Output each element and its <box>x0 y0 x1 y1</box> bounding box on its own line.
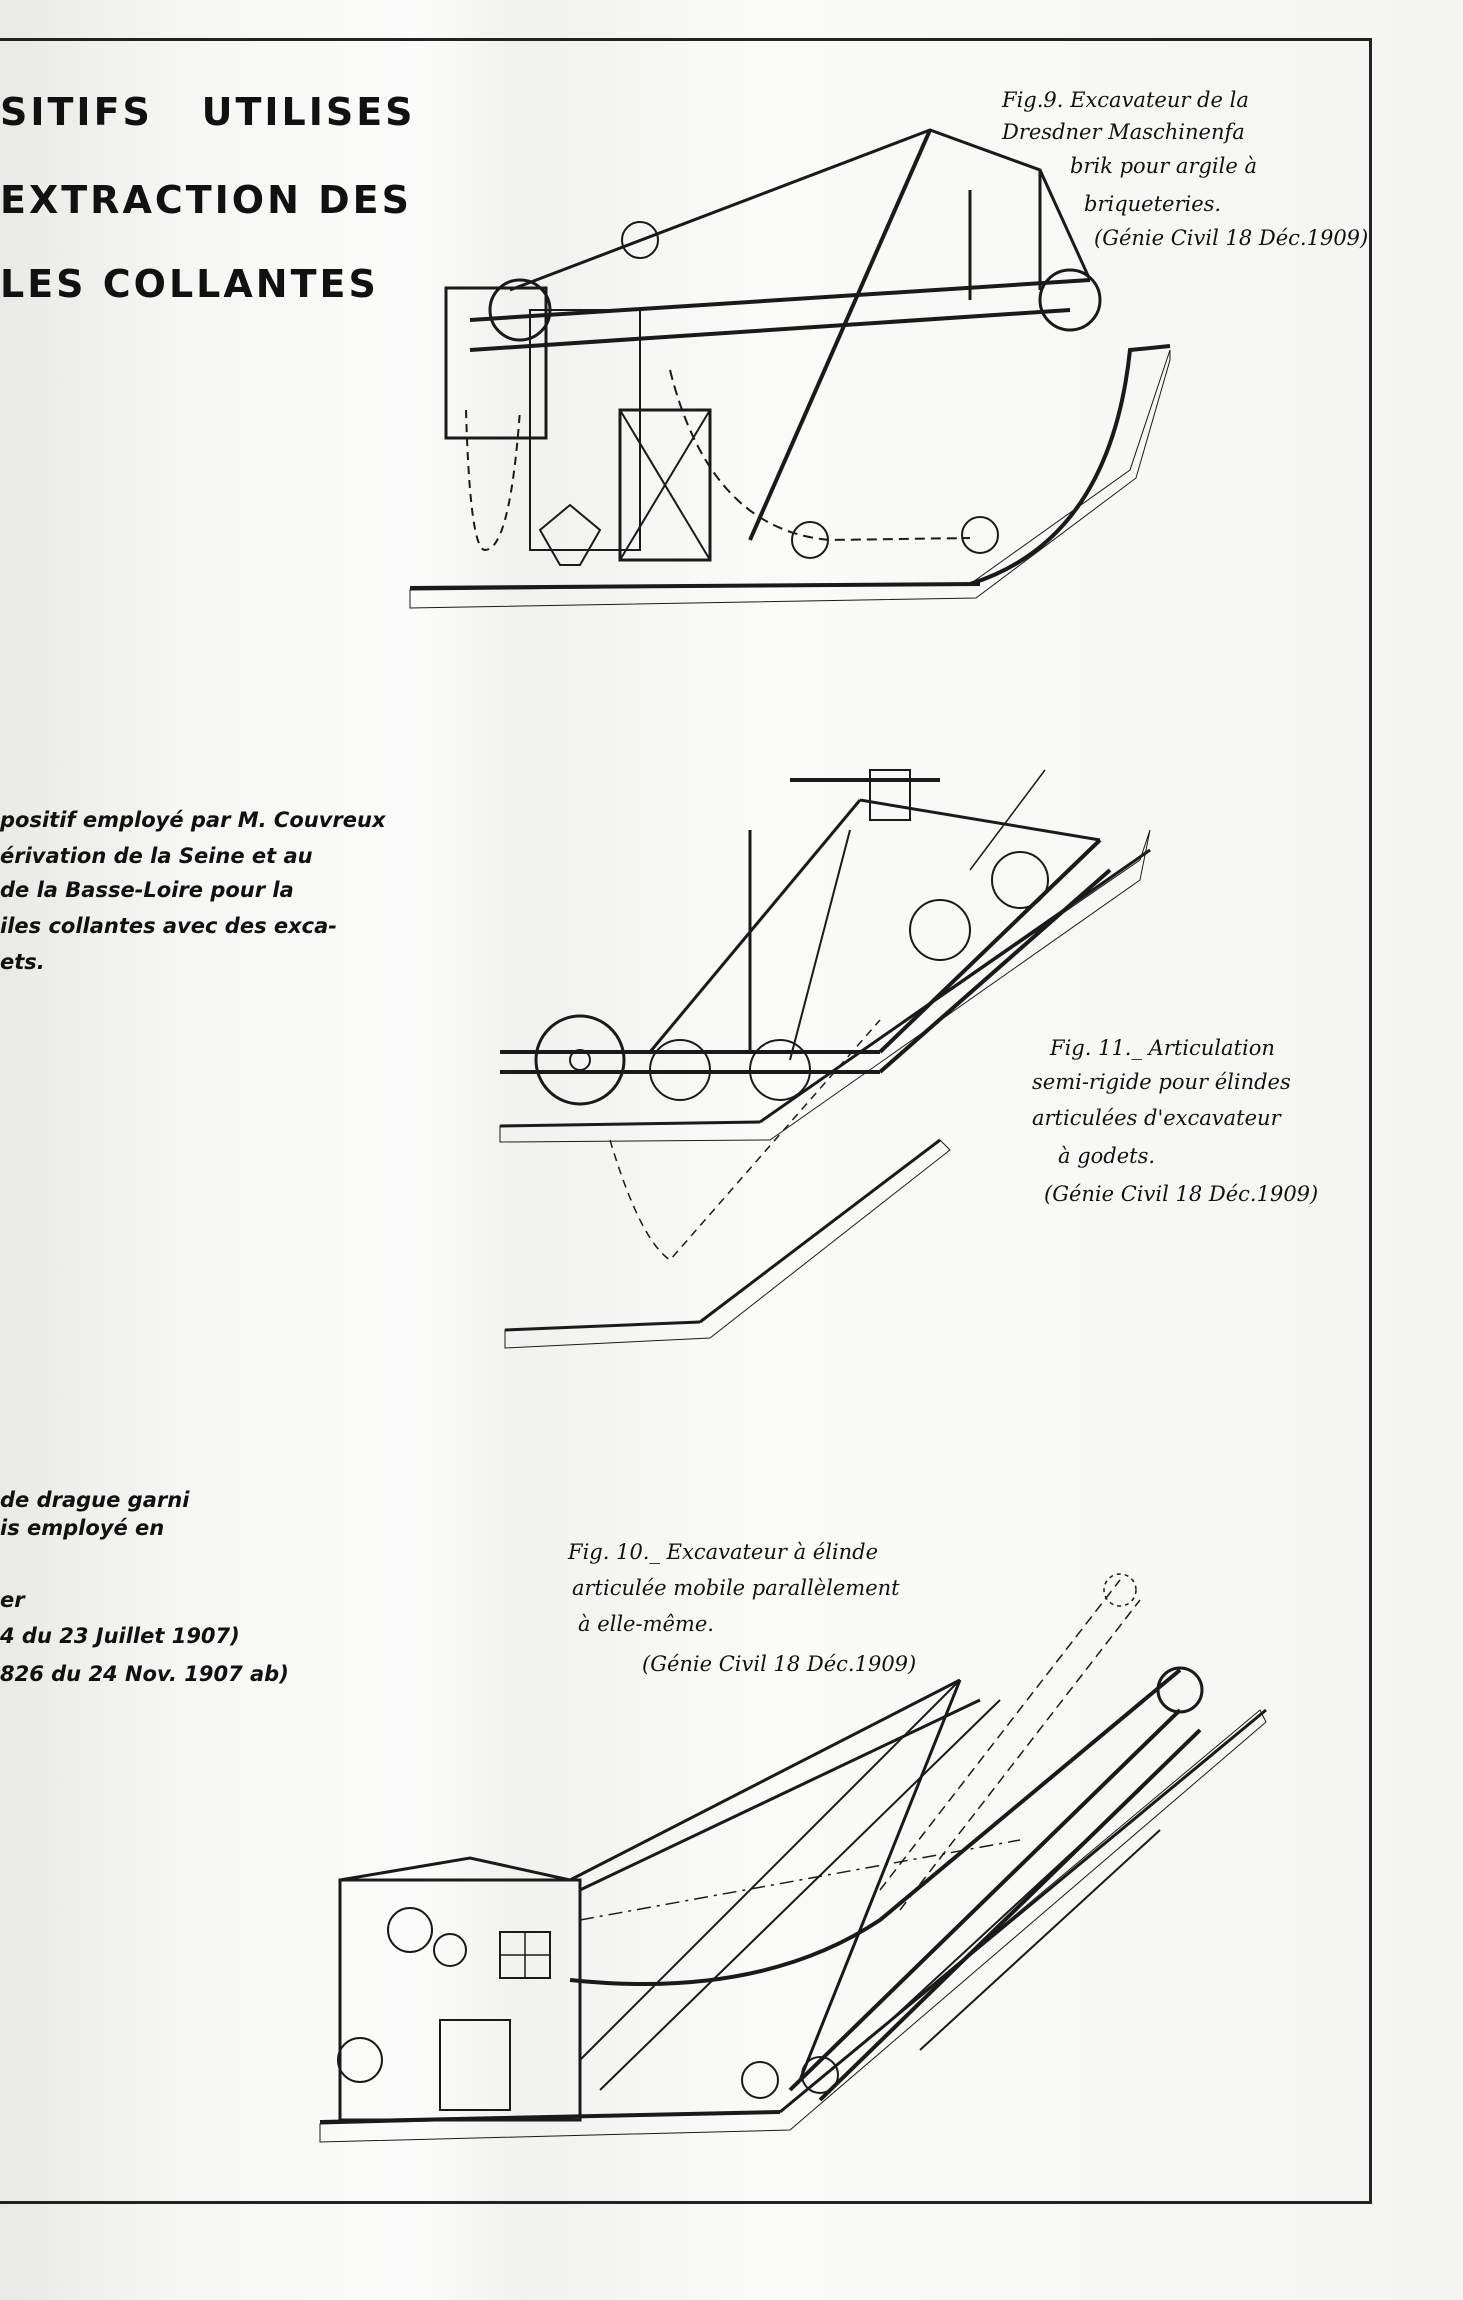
fig9-caption-line-2: Dresdner Maschinenfa <box>1002 120 1245 144</box>
heading-line-3: LES COLLANTES <box>0 262 379 306</box>
fig11-caption-line-5: (Génie Civil 18 Déc.1909) <box>1044 1182 1319 1206</box>
left-note-2-line-1: de drague garni <box>0 1488 190 1512</box>
left-note-1-line-3: de la Basse-Loire pour la <box>0 878 294 902</box>
heading-line-1: SITIFS UTILISES <box>0 90 416 134</box>
fig10-caption-line-2: articulée mobile parallèlement <box>572 1576 900 1600</box>
fig11-caption-line-3: articulées d'excavateur <box>1032 1106 1281 1130</box>
heading-line-2: EXTRACTION DES <box>0 178 412 222</box>
fig9-caption-line-3: brik pour argile à <box>1070 154 1257 178</box>
left-note-1-line-1: positif employé par M. Couvreux <box>0 808 386 832</box>
fig9-caption-line-5: (Génie Civil 18 Déc.1909) <box>1094 226 1369 250</box>
left-note-1-line-4: iles collantes avec des exca- <box>0 914 338 938</box>
left-note-2-line-5: 826 du 24 Nov. 1907 ab) <box>0 1662 289 1686</box>
fig10-caption-line-3: à elle-même. <box>578 1612 714 1636</box>
fig9-caption-line-4: briqueteries. <box>1084 192 1222 216</box>
fig10-caption-line-1: Fig. 10._ Excavateur à élinde <box>568 1540 879 1564</box>
left-note-2-line-4: 4 du 23 Juillet 1907) <box>0 1624 240 1648</box>
left-note-2-line-3: er <box>0 1588 25 1612</box>
fig11-caption-line-2: semi-rigide pour élindes <box>1032 1070 1291 1094</box>
fig9-excavator-drawing <box>410 110 1170 630</box>
fig10-excavator-drawing <box>320 1560 1280 2160</box>
fig10-caption-line-4: (Génie Civil 18 Déc.1909) <box>642 1652 917 1676</box>
left-note-1-line-2: érivation de la Seine et au <box>0 844 313 868</box>
fig11-caption-line-1: Fig. 11._ Articulation <box>1050 1036 1275 1060</box>
fig11-caption-line-4: à godets. <box>1058 1144 1156 1168</box>
left-note-1-line-5: ets. <box>0 950 45 974</box>
left-note-2-line-2: is employé en <box>0 1516 165 1540</box>
fig9-caption-line-1: Fig.9. Excavateur de la <box>1002 88 1249 112</box>
